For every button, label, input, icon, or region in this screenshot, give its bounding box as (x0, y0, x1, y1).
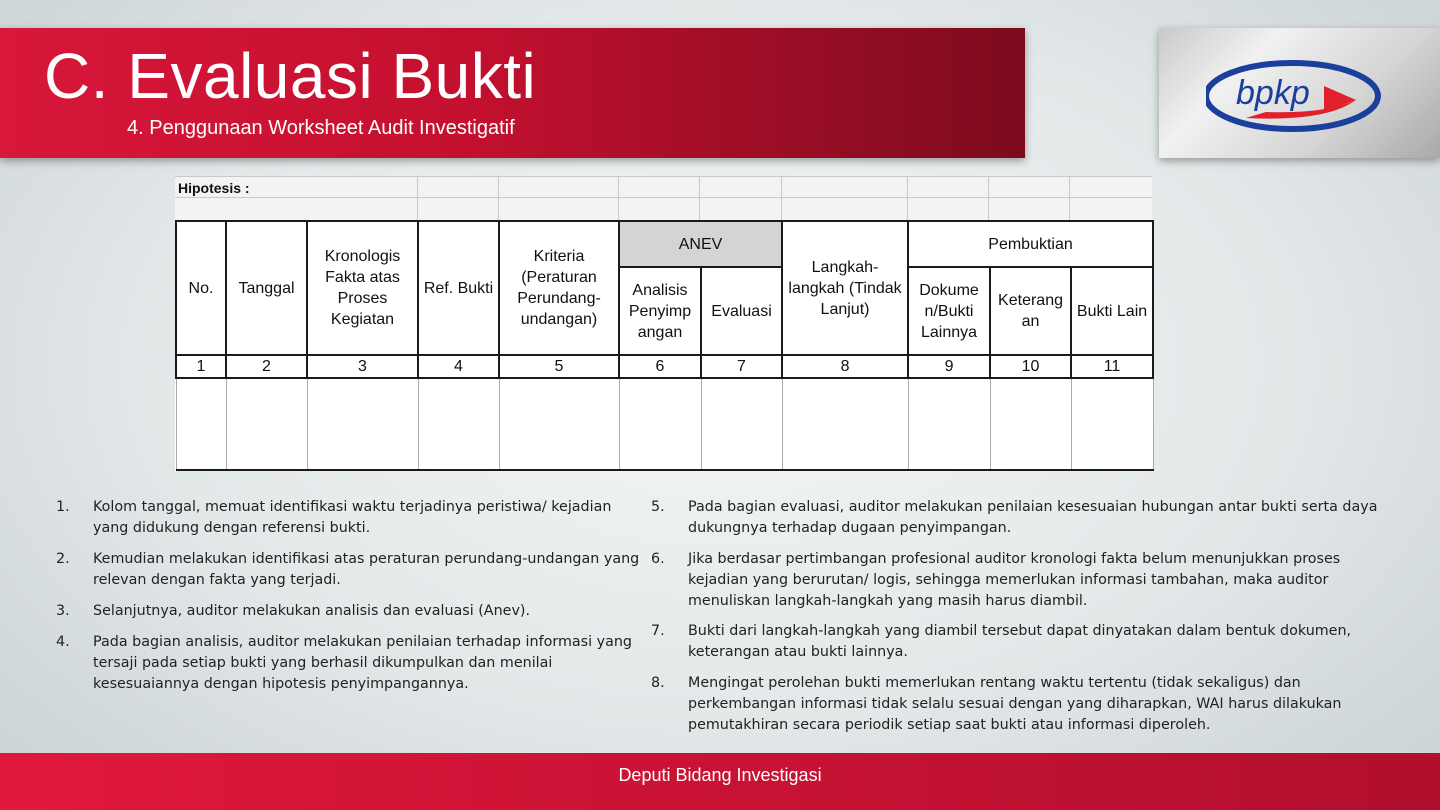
col-header-kriteria: Kriteria (Peraturan Perundang-undangan) (499, 221, 619, 355)
sheet-gridline (175, 176, 1152, 177)
empty-cell (176, 378, 226, 470)
list-item (56, 601, 646, 622)
column-number: 4 (418, 355, 499, 378)
sheet-gridline (1069, 176, 1070, 220)
list-item (651, 673, 1386, 736)
list-item (651, 497, 1386, 539)
list-item-text: Mengingat perolehan bukti memerlukan rentang waktu tertentu (tidak sekaligus) dan perkembangan informasi tidak selalu sesuai dengan yang diharapkan, WAI harus dilakukan pemutakhiran secara periodik setiap saat bukti atau informasi diperoleh. (688, 675, 1342, 733)
empty-cell (701, 378, 782, 470)
col-header-anev: ANEV (619, 221, 782, 267)
col-header-evaluasi: Evaluasi (701, 267, 782, 355)
sheet-gridline (781, 176, 782, 220)
sheet-gridline (175, 197, 1152, 198)
list-item-number: 3. (56, 603, 70, 619)
empty-cell (782, 378, 908, 470)
worksheet-table (175, 220, 1154, 471)
empty-cell (908, 378, 990, 470)
hypothesis-label: Hipotesis : (178, 180, 250, 196)
slide-subtitle: 4. Penggunaan Worksheet Audit Investigatif (127, 117, 515, 139)
list-item-number: 1. (56, 499, 70, 515)
column-number: 9 (908, 355, 990, 378)
column-number: 10 (990, 355, 1071, 378)
col-header-no: No. (176, 221, 226, 355)
column-number: 7 (701, 355, 782, 378)
column-number: 1 (176, 355, 226, 378)
column-number: 3 (307, 355, 418, 378)
list-item (56, 549, 646, 591)
col-header-tanggal: Tanggal (226, 221, 307, 355)
empty-cell (1071, 378, 1153, 470)
logo-text: bpkp (1236, 74, 1310, 112)
col-header-kronologis: Kronologis Fakta atas Proses Kegiatan (307, 221, 418, 355)
list-item-number: 5. (651, 499, 665, 515)
list-item-number: 7. (651, 623, 665, 639)
column-number: 5 (499, 355, 619, 378)
explanation-list-left (56, 497, 646, 695)
explanation-list-right (651, 497, 1386, 736)
empty-cell (499, 378, 619, 470)
empty-cell (990, 378, 1071, 470)
sheet-gridline (699, 176, 700, 220)
empty-cell (307, 378, 418, 470)
col-header-pembuktian: Pembuktian (908, 221, 1153, 267)
col-header-analisis: Analisis Penyimp angan (619, 267, 701, 355)
sheet-gridline (988, 176, 989, 220)
list-item-number: 2. (56, 551, 70, 567)
sheet-gridline (417, 176, 418, 220)
sheet-gridline (907, 176, 908, 220)
col-header-ref-bukti: Ref. Bukti (418, 221, 499, 355)
col-header-dokumen: Dokume n/Bukti Lainnya (908, 267, 990, 355)
col-header-bukti-lain: Bukti Lain (1071, 267, 1153, 355)
logo-panel (1159, 28, 1440, 158)
list-item-number: 6. (651, 551, 665, 567)
worksheet-image (175, 176, 1152, 471)
bpkp-logo (1206, 56, 1386, 136)
list-item-text: Selanjutnya, auditor melakukan analisis dan evaluasi (Anev). (93, 603, 531, 619)
sheet-gridline (618, 176, 619, 220)
list-item (651, 549, 1386, 612)
footer-text: Deputi Bidang Investigasi (618, 765, 822, 785)
column-number: 6 (619, 355, 701, 378)
empty-cell (418, 378, 499, 470)
list-item (56, 497, 646, 539)
column-number: 11 (1071, 355, 1153, 378)
empty-cell (619, 378, 701, 470)
list-item-text: Jika berdasar pertimbangan profesional auditor kronologi fakta belum menunjukkan proses kejadian yang berurutan/ logis, sehingga memerlukan informasi tambahan, maka auditor menuliskan langkah-langkah yang masih harus diambil. (688, 551, 1341, 609)
list-item (56, 632, 646, 695)
list-item-text: Kemudian melakukan identifikasi atas peraturan perundang-undangan yang relevan dengan fakta yang terjadi. (93, 551, 640, 588)
empty-cell (226, 378, 307, 470)
list-item-text: Kolom tanggal, memuat identifikasi waktu terjadinya peristiwa/ kejadian yang didukung dengan referensi bukti. (93, 499, 612, 536)
column-number: 8 (782, 355, 908, 378)
list-item-number: 4. (56, 634, 70, 650)
col-header-langkah: Langkah-langkah (Tindak Lanjut) (782, 221, 908, 355)
list-item-number: 8. (651, 675, 665, 691)
list-item (651, 621, 1386, 663)
column-number: 2 (226, 355, 307, 378)
list-item-text: Pada bagian analisis, auditor melakukan penilaian terhadap informasi yang tersaji pada setiap bukti yang berhasil dikumpulkan dan menilai kesesuaiannya dengan hipotesis penyimpangannya. (93, 634, 632, 692)
list-item-text: Bukti dari langkah-langkah yang diambil tersebut dapat dinyatakan dalam bentuk dokumen, keterangan atau bukti lainnya. (688, 623, 1352, 660)
slide-title: C. Evaluasi Bukti (44, 40, 537, 112)
sheet-gridline (498, 176, 499, 220)
col-header-keterangan: Keterang an (990, 267, 1071, 355)
list-item-text: Pada bagian evaluasi, auditor melakukan penilaian kesesuaian hubungan antar bukti serta daya dukungnya terhadap dugaan penyimpangan. (688, 499, 1378, 536)
